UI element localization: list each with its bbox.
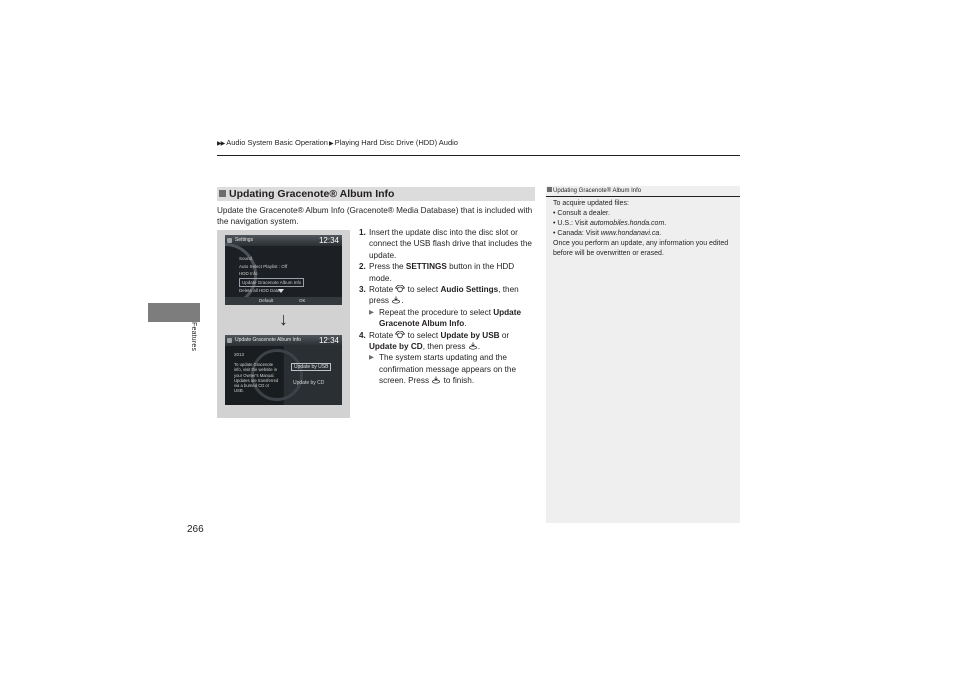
note-link-icon: [547, 187, 552, 192]
note-line: To acquire updated files:: [553, 200, 629, 207]
update-by-usb-option[interactable]: Update by USB: [291, 363, 331, 371]
settings-button-label: SETTINGS: [405, 262, 447, 272]
update-instructions: To update Gracenote info, visit the website in your Owner's Manual. Updates are transferred via a burned CD or USB.: [234, 362, 279, 394]
default-button[interactable]: Default: [259, 298, 274, 303]
press-knob-icon: [391, 296, 404, 306]
down-arrow-icon: ↓: [279, 309, 288, 329]
ok-button[interactable]: OK: [299, 298, 306, 303]
breadcrumb: [217, 138, 458, 147]
note-body: [553, 199, 739, 259]
note-text: • Canada: Visit: [553, 230, 601, 237]
step-text: Repeat the procedure to select: [379, 307, 494, 317]
settings-menu: [239, 255, 304, 295]
canada-website-link[interactable]: www.hondanavi.ca: [600, 230, 660, 237]
section-square-icon: [219, 190, 226, 197]
note-line: • Consult a dealer.: [553, 210, 610, 217]
breadcrumb-arrows-icon: ▶▶: [217, 141, 225, 147]
audio-settings-label: Audio Settings: [440, 285, 499, 295]
header-divider: [217, 155, 740, 156]
step-number: 1.: [359, 228, 366, 237]
intro-paragraph: Update the Gracenote® Album Info (Gracenote® Media Database) that is included with the navigation system.: [217, 206, 533, 227]
rotate-knob-icon: [395, 285, 405, 293]
breadcrumb-part1[interactable]: Audio System Basic Operation: [226, 138, 328, 147]
step-text: Insert the update disc into the disc slot or connect the USB flash drive that includes the update.: [369, 228, 532, 260]
step-1: [359, 227, 535, 261]
screen-bottom-bar: [225, 297, 342, 305]
settings-icon: [227, 338, 232, 343]
screen-title: Settings: [235, 237, 254, 243]
step-text: Rotate: [369, 285, 396, 295]
us-website-link[interactable]: automobiles.honda.com: [589, 220, 665, 227]
note-heading: [546, 186, 740, 197]
step-number: 2.: [359, 262, 366, 272]
press-knob-icon: [468, 342, 481, 352]
substep-arrow-icon: ▶: [369, 308, 374, 316]
note-line: Once you perform an update, any information you edited before will be overwritten or erased.: [553, 240, 729, 257]
breadcrumb-part2[interactable]: Playing Hard Disc Drive (HDD) Audio: [334, 138, 458, 147]
scroll-down-icon[interactable]: [278, 289, 284, 293]
step-2: [359, 261, 535, 284]
update-by-usb-label: Update by USB: [440, 330, 500, 340]
step-text: , then press: [369, 285, 519, 306]
step-text: to select: [405, 285, 441, 295]
menu-item-selected[interactable]: Update Gracenote Album Info: [239, 278, 304, 288]
step-text: to select: [405, 330, 441, 340]
step-text: to finish.: [441, 376, 475, 386]
database-year: 2013: [234, 352, 245, 357]
section-title: Updating Gracenote® Album Info: [229, 188, 395, 200]
menu-item[interactable]: Delete all HDD Data: [239, 288, 280, 293]
step-3-substep: [359, 307, 535, 330]
step-text: .: [401, 296, 404, 306]
step-4-substep: [359, 352, 535, 386]
step-text: The system starts updating and the confirmation message appears on the screen. Press: [379, 353, 516, 386]
step-text: , then press: [422, 342, 468, 352]
press-knob-icon: [431, 376, 441, 384]
step-text: .: [477, 342, 481, 352]
screen-title: Update Gracenote Album Info: [235, 337, 301, 343]
substep-arrow-icon: ▶: [369, 354, 374, 362]
step-number: 4.: [359, 330, 366, 340]
update-by-cd-label: Update by CD: [369, 342, 423, 352]
screen-clock: 12:34: [318, 336, 339, 345]
breadcrumb-sep-icon: ▶: [328, 141, 333, 147]
menu-item[interactable]: HDD Info: [239, 271, 258, 276]
step-text: button in the HDD mode.: [369, 262, 515, 283]
note-text: .: [664, 220, 667, 227]
section-heading: [217, 187, 535, 201]
step-text: .: [464, 319, 467, 329]
note-title[interactable]: Updating Gracenote® Album Info: [553, 188, 642, 194]
update-by-cd-option[interactable]: Update by CD: [293, 380, 325, 386]
step-3: [359, 284, 535, 330]
page-number: 266: [187, 524, 204, 535]
menu-item[interactable]: Sound: [239, 256, 253, 261]
chapter-tab[interactable]: [148, 303, 200, 322]
menu-item[interactable]: Auto Select Playlist : Off: [239, 263, 288, 269]
step-text: Rotate: [369, 330, 396, 340]
screen-clock: 12:34: [318, 236, 339, 245]
update-screen: [225, 335, 342, 405]
step-4: [359, 330, 535, 387]
note-line: [553, 219, 739, 229]
procedure-steps: [359, 227, 535, 387]
note-text: .: [659, 230, 662, 237]
rotate-knob-icon: [395, 331, 405, 339]
note-text: • U.S.: Visit: [553, 220, 590, 227]
step-text: Press the: [369, 262, 406, 272]
chapter-tab-label: Features: [190, 322, 197, 352]
note-line: [553, 229, 739, 239]
update-gracenote-label: Update Gracenote Album Info: [379, 307, 521, 329]
step-number: 3.: [359, 285, 366, 295]
settings-screen: [225, 235, 342, 305]
step-text: or: [499, 330, 510, 340]
